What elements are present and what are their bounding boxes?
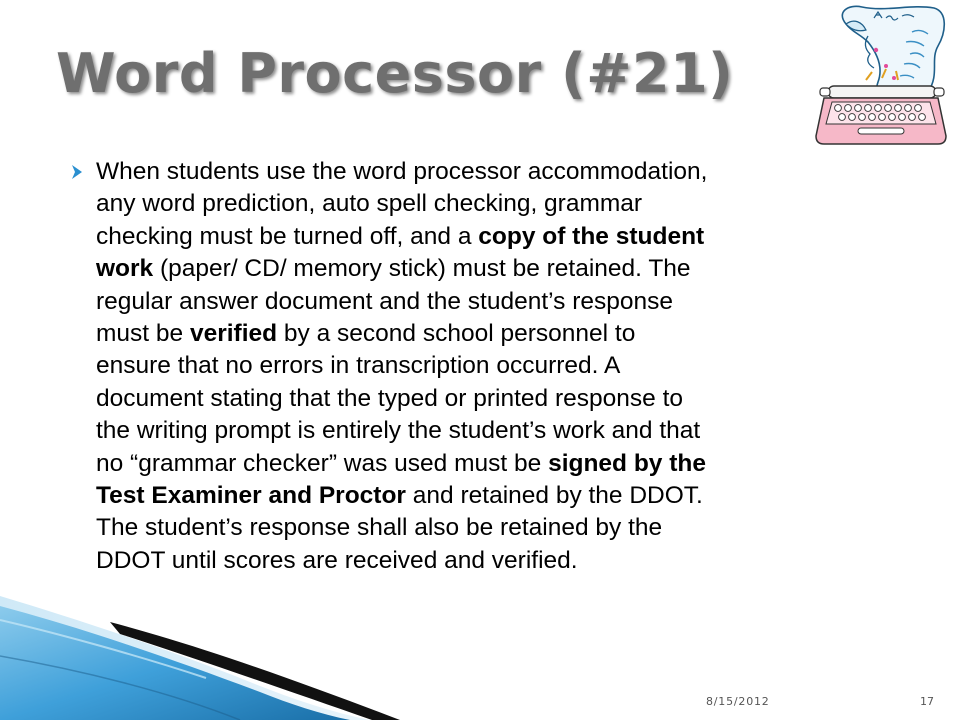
paragraph-line <box>96 480 908 512</box>
paragraph-line <box>96 188 908 220</box>
paragraph-line <box>96 318 908 350</box>
typewriter-clipart-icon <box>806 2 956 152</box>
decorative-swoosh <box>0 560 400 720</box>
arrow-bullet-icon <box>70 164 84 180</box>
text-run: no “grammar checker” was used must be <box>96 449 549 477</box>
paragraph-line <box>96 383 908 415</box>
text-run: regular answer document and the student’s response <box>96 287 674 315</box>
bold-text-run: work <box>96 255 154 283</box>
text-run: and retained by the DDOT. <box>405 482 703 510</box>
slide-title: Word Processor (#21) <box>56 42 734 105</box>
text-run: DDOT until scores are received and verified. <box>96 546 578 574</box>
paragraph-line <box>96 415 908 447</box>
text-run: document stating that the typed or printed response to <box>96 384 684 412</box>
text-run: ensure that no errors in transcription occurred. A <box>96 352 621 380</box>
bold-text-run: verified <box>189 320 278 348</box>
paragraph-line <box>96 253 908 285</box>
paragraph-line <box>96 448 908 480</box>
text-run: When students use the word processor accommodation, <box>96 158 708 185</box>
bullet-paragraph <box>96 156 908 577</box>
paragraph-line <box>96 221 908 253</box>
slide-date: 8/15/2012 <box>706 695 770 708</box>
text-run: by a second school personnel to <box>277 320 636 348</box>
text-run: must be <box>96 320 190 348</box>
text-run: checking must be turned off, and a <box>96 222 479 250</box>
text-run: (paper/ CD/ memory stick) must be retained. The <box>153 255 691 283</box>
text-run: the writing prompt is entirely the student’s work and that <box>96 417 701 445</box>
paragraph-line <box>96 512 908 544</box>
paragraph-line <box>96 156 908 188</box>
text-run: The student’s response shall also be retained by the <box>96 514 663 542</box>
bold-text-run: copy of the student <box>478 222 705 250</box>
slide-number: 17 <box>920 695 934 708</box>
bold-text-run: signed by the <box>548 449 706 477</box>
text-run: any word prediction, auto spell checking, grammar <box>96 190 643 218</box>
paragraph-line <box>96 350 908 382</box>
paragraph-line <box>96 286 908 318</box>
bold-text-run: Test Examiner and Proctor <box>96 482 406 510</box>
